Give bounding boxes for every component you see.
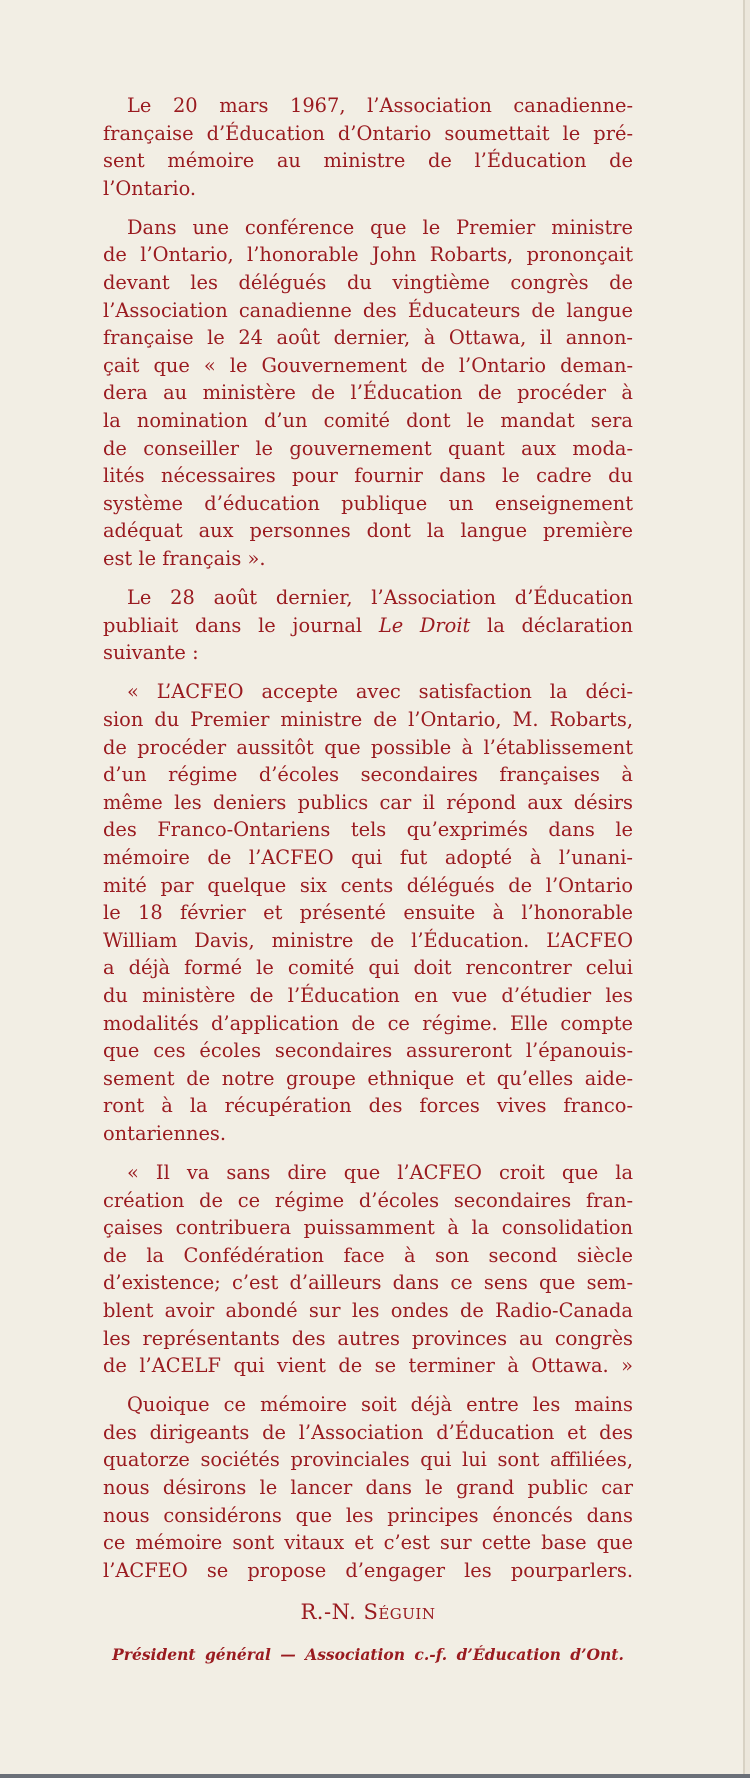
text-line: nous désirons le lancer dans le grand public car (103, 1476, 633, 1499)
text-line: nous considérons que les principes énoncés dans (103, 1503, 633, 1527)
text-line: ce mémoire sont vitaux et c’est sur cette base que (103, 1531, 633, 1555)
paragraph-conference (103, 214, 633, 573)
page-margin (745, 0, 750, 1774)
text-line: quatorze sociétés provinciales qui lui sont affiliées, (103, 1448, 633, 1472)
paragraph-quote-2 (103, 1159, 633, 1380)
text-line: modalités d’application de ce régime. Elle compte (103, 1011, 633, 1035)
text-line: même les deniers publics car il répond aux désirs (103, 790, 633, 814)
paragraph-quote-1 (103, 678, 633, 1147)
text-fragment: la déclaration (470, 613, 633, 637)
text-line: blent avoir abondé sur les ondes de Radio-Canada (103, 1298, 633, 1322)
signatory-title: Président général — Association c.-f. d’Éducation d’Ont. (112, 1645, 624, 1664)
text-line: Quoique ce mémoire soit déjà entre les mains (127, 1393, 633, 1417)
text-fragment: publiait dans le journal (103, 613, 379, 637)
signature-surname: Séguin (363, 1600, 436, 1624)
text-line: d’un régime d’écoles secondaires françaises à (103, 763, 633, 787)
text-line: sion du Premier ministre de l’Ontario, M. Robarts, (103, 707, 633, 731)
text-line: William Davis, ministre de l’Éducation. L’ACFEO (103, 928, 633, 952)
text-line: du ministère de l’Éducation en vue d’étudier les (103, 983, 633, 1007)
text-line: lités nécessaires pour fournir dans le cadre du (103, 464, 633, 488)
text-line: « Il va sans dire que l’ACFEO croit que la (127, 1160, 633, 1184)
text-line: devant les délégués du vingtième congrès de (103, 271, 633, 295)
text-line: d’existence; c’est d’ailleurs dans ce sens que sem- (103, 1271, 633, 1295)
text-line: de procéder aussitôt que possible à l’établissement (103, 735, 633, 759)
document-body (103, 92, 633, 1596)
text-line: système d’éducation publique un enseignement (103, 491, 633, 515)
text-line: française le 24 août dernier, à Ottawa, il annon- (103, 326, 633, 350)
text-line: sement de notre groupe ethnique et qu’elles aide- (103, 1066, 633, 1090)
text-line: les représentants des autres provinces au congrès (103, 1326, 633, 1350)
text-line: çait que « le Gouvernement de l’Ontario deman- (103, 353, 633, 377)
text-line: la nomination d’un comité dont le mandat sera (103, 409, 633, 433)
text-line: ront à la récupération des forces vives franco- (103, 1094, 633, 1118)
paragraph-le-droit (103, 584, 633, 667)
text-line: de conseiller le gouvernement quant aux moda- (103, 436, 633, 460)
text-line: ontariennes. (103, 1121, 227, 1145)
text-line: adéquat aux personnes dont la langue première (103, 519, 633, 543)
signature (103, 1600, 633, 1624)
scan-bottom-edge (0, 1774, 750, 1778)
newspaper-title: Le Droit (378, 613, 471, 637)
text-line: est le français ». (103, 547, 266, 570)
text-line: a déjà formé le comité qui doit rencontrer celui (103, 956, 633, 980)
text-line: mité par quelque six cents délégués de l’Ontario (103, 873, 633, 897)
text-line: création de ce régime d’écoles secondaires fran- (103, 1188, 633, 1212)
signature-initials: R.-N. (300, 1600, 364, 1624)
text-line: mémoire de l’ACFEO qui fut adopté à l’unani- (103, 845, 633, 869)
text-line: Le 20 mars 1967, l’Association canadienne- (127, 94, 633, 117)
text-line (103, 612, 633, 640)
text-line: l’ACFEO se propose d’engager les pourparlers. (103, 1558, 633, 1582)
text-line: suivante : (103, 641, 199, 665)
text-line: de la Confédération face à son second siècle (103, 1243, 633, 1267)
paragraph-closing (103, 1391, 633, 1584)
text-line: sent mémoire au ministre de l’Éducation de (103, 149, 633, 173)
text-line: dera au ministère de l’Éducation de procéder à (103, 381, 633, 405)
text-line: « L’ACFEO accepte avec satisfaction la déci- (127, 680, 633, 704)
text-line: Dans une conférence que le Premier ministre (127, 215, 633, 239)
paragraph-intro (103, 92, 633, 202)
text-line: que ces écoles secondaires assureront l’épanouis- (103, 1039, 633, 1063)
text-line: le 18 février et présenté ensuite à l’honorable (103, 901, 633, 925)
text-line: de l’ACELF qui vient de se terminer à Ottawa. » (103, 1354, 633, 1378)
text-line: des Franco-Ontariens tels qu’exprimés dans le (103, 818, 633, 842)
text-line: de l’Ontario, l’honorable John Robarts, prononçait (103, 243, 633, 267)
text-line: l’Ontario. (103, 176, 197, 200)
text-line: Le 28 août dernier, l’Association d’Éducation (127, 586, 633, 610)
text-line: l’Association canadienne des Éducateurs de langue (103, 298, 633, 322)
text-line: çaises contribuera puissamment à la consolidation (103, 1216, 633, 1240)
text-line: des dirigeants de l’Association d’Éducation et des (103, 1420, 633, 1444)
text-line: française d’Éducation d’Ontario soumettait le pré- (103, 121, 633, 145)
